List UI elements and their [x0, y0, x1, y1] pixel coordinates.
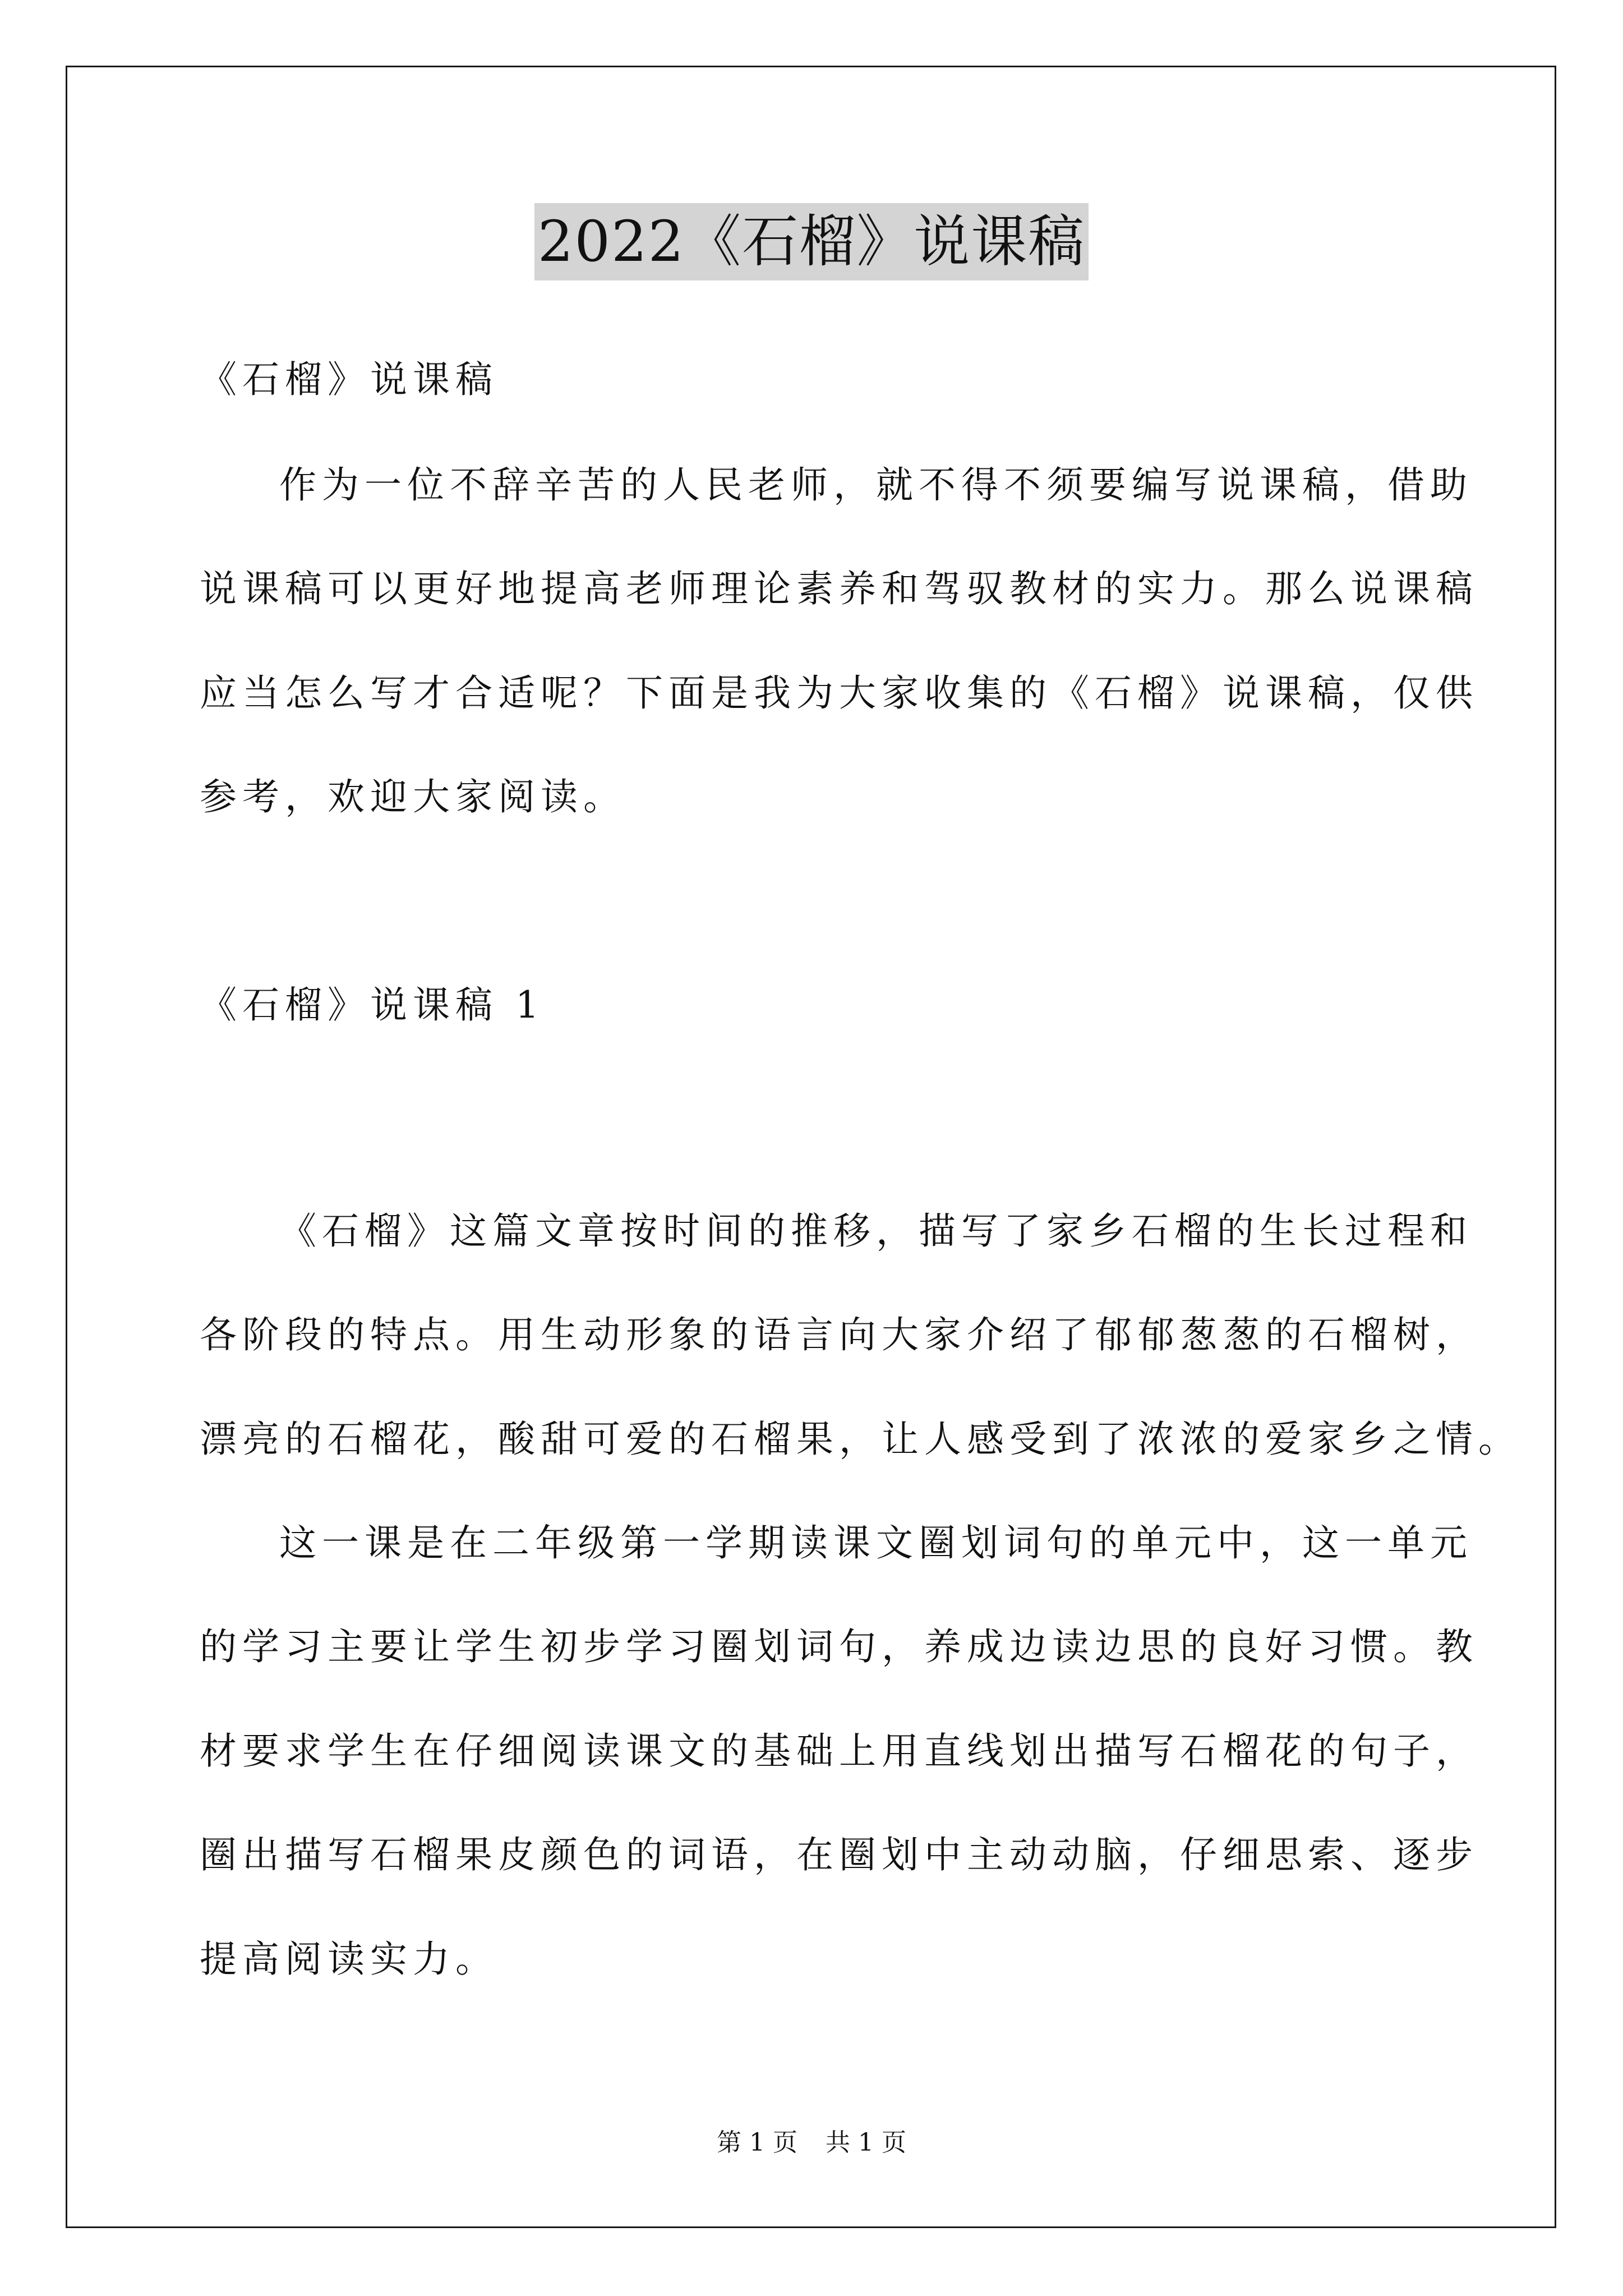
- paragraph-line: 圈出描写石榴果皮颜色的词语，在圈划中主动动脑，仔细思索、逐步: [200, 1833, 1478, 1876]
- section-heading: 《石榴》说课稿 1: [200, 983, 545, 1027]
- paragraph-line: 提高阅读实力。: [200, 1938, 498, 1981]
- paragraph-line: 各阶段的特点。用生动形象的语言向大家介绍了郁郁葱葱的石榴树，: [200, 1313, 1478, 1356]
- paragraph-line: 这一课是在二年级第一学期读课文圈划词句的单元中，这一单元: [279, 1521, 1473, 1565]
- page-footer: [0, 2126, 1623, 2160]
- intro-line: 应当怎么写才合适呢？下面是我为大家收集的《石榴》说课稿，仅供: [200, 671, 1478, 715]
- paragraph-line: 的学习主要让学生初步学习圈划词句，养成边读边思的良好习惯。教: [200, 1625, 1478, 1668]
- intro-line: 说课稿可以更好地提高老师理论素养和驾驭教材的实力。那么说课稿: [200, 567, 1478, 610]
- paragraph-line: 漂亮的石榴花，酸甜可爱的石榴果，让人感受到了浓浓的爱家乡之情。: [200, 1418, 1521, 1461]
- title-container: [0, 203, 1623, 280]
- page-number-total: 共 1 页: [826, 2128, 906, 2157]
- page-number-current: 第 1 页: [717, 2128, 797, 2157]
- paragraph-line: 材要求学生在仔细阅读课文的基础上用直线划出描写石榴花的句子，: [200, 1729, 1478, 1773]
- intro-line: 参考，欢迎大家阅读。: [200, 775, 626, 818]
- intro-line: 作为一位不辞辛苦的人民老师，就不得不须要编写说课稿，借助: [279, 463, 1473, 507]
- document-title: 2022《石榴》说课稿: [534, 203, 1089, 280]
- paragraph-line: 《石榴》这篇文章按时间的推移，描写了家乡石榴的生长过程和: [279, 1209, 1473, 1253]
- section-heading: 《石榴》说课稿: [200, 358, 498, 401]
